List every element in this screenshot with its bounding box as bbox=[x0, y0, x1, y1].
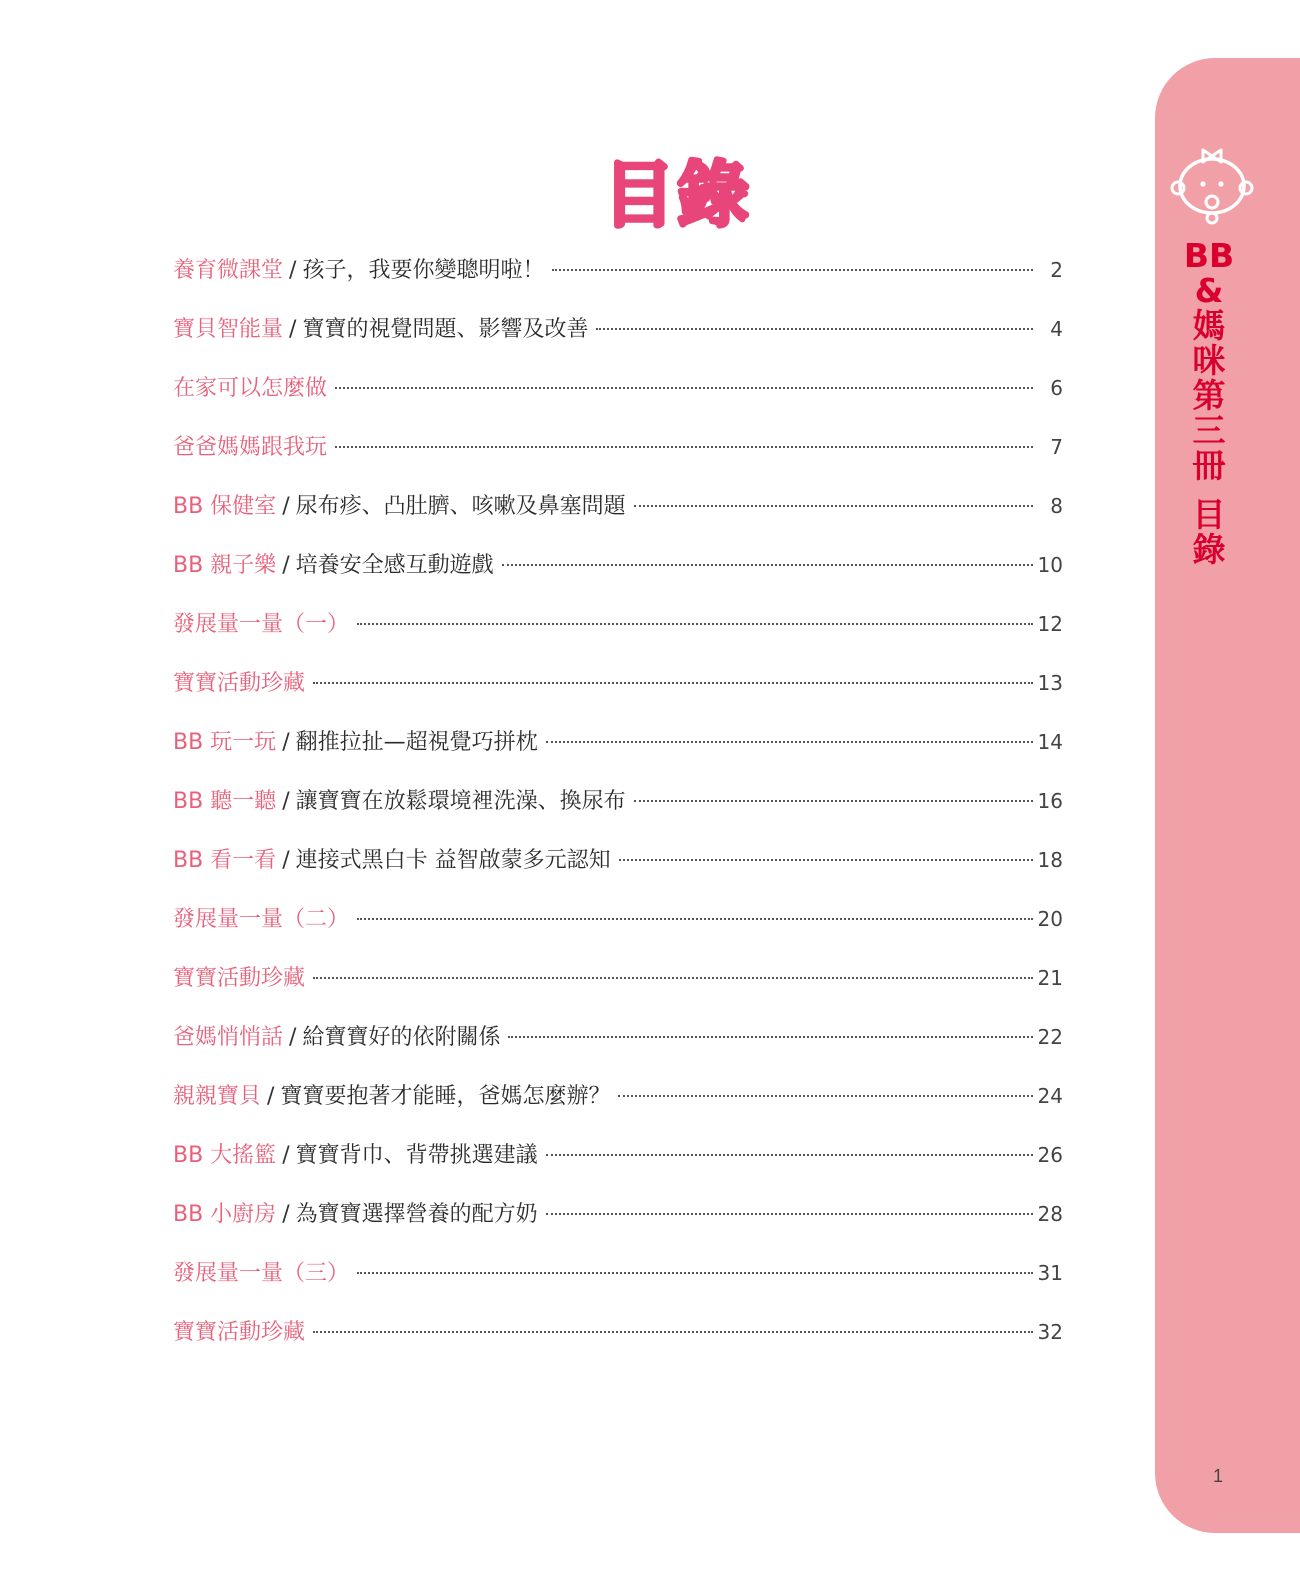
toc-entry-page-number: 4 bbox=[1050, 317, 1063, 341]
toc-entry-label: 寶貝智能量 bbox=[173, 317, 284, 342]
toc-entry-leader-dots bbox=[313, 977, 1033, 979]
toc-entry-leader-dots bbox=[546, 741, 1033, 743]
page-number: 1 bbox=[1213, 1466, 1224, 1486]
toc-entry-label: BB 大搖籃 bbox=[173, 1143, 277, 1168]
toc-entry-page-number: 31 bbox=[1037, 1261, 1063, 1285]
toc-entry-page-number: 22 bbox=[1037, 1025, 1063, 1049]
side-title-char: 咪 bbox=[1192, 341, 1226, 380]
toc-entry[interactable] bbox=[173, 1312, 1063, 1371]
toc-entry-label: BB 親子樂 bbox=[173, 553, 277, 578]
toc-entry-subtitle: 寶寶背巾、背帶挑選建議 bbox=[295, 1143, 538, 1168]
toc-entry-separator: / bbox=[289, 1025, 297, 1050]
toc-entry-label: 養育微課堂 bbox=[173, 258, 284, 283]
toc-entry[interactable] bbox=[173, 309, 1063, 368]
toc-entry-label: 親親寶貝 bbox=[173, 1084, 262, 1109]
toc-entry-label: BB 玩一玩 bbox=[173, 730, 277, 755]
toc-entry-leader-dots bbox=[313, 682, 1033, 684]
toc-entry-label: 在家可以怎麼做 bbox=[173, 376, 328, 401]
toc-entry[interactable] bbox=[173, 604, 1063, 663]
toc-entry-leader-dots bbox=[596, 328, 1033, 330]
toc-entry[interactable] bbox=[173, 1017, 1063, 1076]
toc-entry-separator: / bbox=[282, 1202, 290, 1227]
side-title-char: 媽 bbox=[1192, 306, 1226, 345]
toc-entry-subtitle: 讓寶寶在放鬆環境裡洗澡、換尿布 bbox=[295, 789, 626, 814]
toc-entry-label: BB 聽一聽 bbox=[173, 789, 277, 814]
toc-entry-subtitle: 翻推拉扯—超視覺巧拼枕 bbox=[295, 730, 538, 755]
side-title-char: 第 bbox=[1192, 376, 1226, 415]
toc-entry-subtitle: 給寶寶好的依附關係 bbox=[302, 1025, 501, 1050]
toc-entry-label: 發展量一量（一） bbox=[173, 612, 350, 637]
page-title-text: 目錄 bbox=[602, 153, 752, 234]
toc-entry-page-number: 18 bbox=[1037, 848, 1063, 872]
toc-entry-label: BB 看一看 bbox=[173, 848, 277, 873]
toc-entry-leader-dots bbox=[546, 1213, 1033, 1215]
side-title-char: & bbox=[1194, 271, 1224, 310]
toc-entry-page-number: 16 bbox=[1037, 789, 1063, 813]
toc-entry-separator: / bbox=[289, 317, 297, 342]
toc-entry[interactable] bbox=[173, 958, 1063, 1017]
toc-entry-separator: / bbox=[282, 730, 290, 755]
toc-entry-leader-dots bbox=[619, 859, 1033, 861]
toc-entry-separator: / bbox=[282, 494, 290, 519]
toc-entry-leader-dots bbox=[335, 387, 1033, 389]
toc-entry-page-number: 10 bbox=[1037, 553, 1063, 577]
toc-entry-separator: / bbox=[267, 1084, 275, 1109]
toc-entry-page-number: 7 bbox=[1050, 435, 1063, 459]
toc-entry[interactable] bbox=[173, 722, 1063, 781]
toc-entry-leader-dots bbox=[313, 1331, 1033, 1333]
toc-entry-label: BB 保健室 bbox=[173, 494, 277, 519]
toc-entry-label: 寶寶活動珍藏 bbox=[173, 966, 306, 991]
page-title bbox=[592, 150, 762, 234]
toc-entry-page-number: 2 bbox=[1050, 258, 1063, 282]
toc-entry[interactable] bbox=[173, 545, 1063, 604]
toc-entry-leader-dots bbox=[618, 1095, 1033, 1097]
side-tab bbox=[1155, 58, 1300, 1533]
toc-entry-page-number: 32 bbox=[1037, 1320, 1063, 1344]
toc-entry-label: 爸媽悄悄話 bbox=[173, 1025, 284, 1050]
toc-entry-subtitle: 培養安全感互動遊戲 bbox=[295, 553, 494, 578]
side-title-char: 錄 bbox=[1192, 530, 1226, 569]
toc-entry-subtitle: 為寶寶選擇營養的配方奶 bbox=[295, 1202, 538, 1227]
toc-entry-label: BB 小廚房 bbox=[173, 1202, 277, 1227]
toc-entry-leader-dots bbox=[357, 918, 1033, 920]
toc-entry-page-number: 8 bbox=[1050, 494, 1063, 518]
toc-entry[interactable] bbox=[173, 250, 1063, 309]
toc-entry-leader-dots bbox=[335, 446, 1033, 448]
baby-face-icon bbox=[1167, 138, 1257, 228]
toc-entry-separator: / bbox=[282, 1143, 290, 1168]
toc-entry-leader-dots bbox=[634, 505, 1033, 507]
toc-entry-page-number: 28 bbox=[1037, 1202, 1063, 1226]
toc-entry-subtitle: 寶寶的視覺問題、影響及改善 bbox=[302, 317, 589, 342]
toc-entry-label: 發展量一量（二） bbox=[173, 907, 350, 932]
toc-entry-page-number: 6 bbox=[1050, 376, 1063, 400]
toc-entry[interactable] bbox=[173, 486, 1063, 545]
toc-entry-label: 寶寶活動珍藏 bbox=[173, 671, 306, 696]
toc-entry-page-number: 13 bbox=[1037, 671, 1063, 695]
toc-entry-leader-dots bbox=[357, 623, 1033, 625]
toc-entry-page-number: 26 bbox=[1037, 1143, 1063, 1167]
toc-entry-separator: / bbox=[289, 258, 297, 283]
toc-entry-leader-dots bbox=[502, 564, 1033, 566]
toc-entry[interactable] bbox=[173, 368, 1063, 427]
toc-entry-separator: / bbox=[282, 789, 290, 814]
toc-entry-page-number: 21 bbox=[1037, 966, 1063, 990]
side-title-char: BB bbox=[1183, 236, 1235, 275]
toc-entry-label: 寶寶活動珍藏 bbox=[173, 1320, 306, 1345]
toc-entry[interactable] bbox=[173, 427, 1063, 486]
toc-entry[interactable] bbox=[173, 1076, 1063, 1135]
toc-entry-page-number: 12 bbox=[1037, 612, 1063, 636]
toc-entry-leader-dots bbox=[357, 1272, 1033, 1274]
toc-entry-page-number: 24 bbox=[1037, 1084, 1063, 1108]
table-of-contents bbox=[173, 250, 1063, 1371]
toc-entry-subtitle: 連接式黑白卡 益智啟蒙多元認知 bbox=[295, 848, 611, 873]
toc-entry-subtitle: 寶寶要抱著才能睡，爸媽怎麼辦？ bbox=[280, 1084, 611, 1109]
toc-entry-leader-dots bbox=[552, 269, 1033, 271]
side-title-char: 冊 bbox=[1192, 446, 1226, 485]
toc-entry-separator: / bbox=[282, 553, 290, 578]
toc-entry[interactable] bbox=[173, 781, 1063, 840]
toc-entry-label: 發展量一量（三） bbox=[173, 1261, 350, 1286]
side-title-char: 三 bbox=[1192, 411, 1226, 450]
toc-entry[interactable] bbox=[173, 1135, 1063, 1194]
toc-entry-separator: / bbox=[282, 848, 290, 873]
toc-entry-leader-dots bbox=[508, 1036, 1033, 1038]
toc-entry[interactable] bbox=[173, 1253, 1063, 1312]
toc-entry-page-number: 14 bbox=[1037, 730, 1063, 754]
side-title bbox=[1173, 238, 1245, 567]
toc-entry-leader-dots bbox=[546, 1154, 1033, 1156]
toc-entry-subtitle: 尿布疹、凸肚臍、咳嗽及鼻塞問題 bbox=[295, 494, 626, 519]
toc-entry-subtitle: 孩子，我要你變聰明啦！ bbox=[302, 258, 545, 283]
toc-entry[interactable] bbox=[173, 663, 1063, 722]
toc-entry-leader-dots bbox=[634, 800, 1033, 802]
side-title-char: 目 bbox=[1192, 495, 1226, 534]
toc-entry[interactable] bbox=[173, 899, 1063, 958]
toc-entry-page-number: 20 bbox=[1037, 907, 1063, 931]
toc-entry[interactable] bbox=[173, 1194, 1063, 1253]
toc-entry-label: 爸爸媽媽跟我玩 bbox=[173, 435, 328, 460]
toc-entry[interactable] bbox=[173, 840, 1063, 899]
